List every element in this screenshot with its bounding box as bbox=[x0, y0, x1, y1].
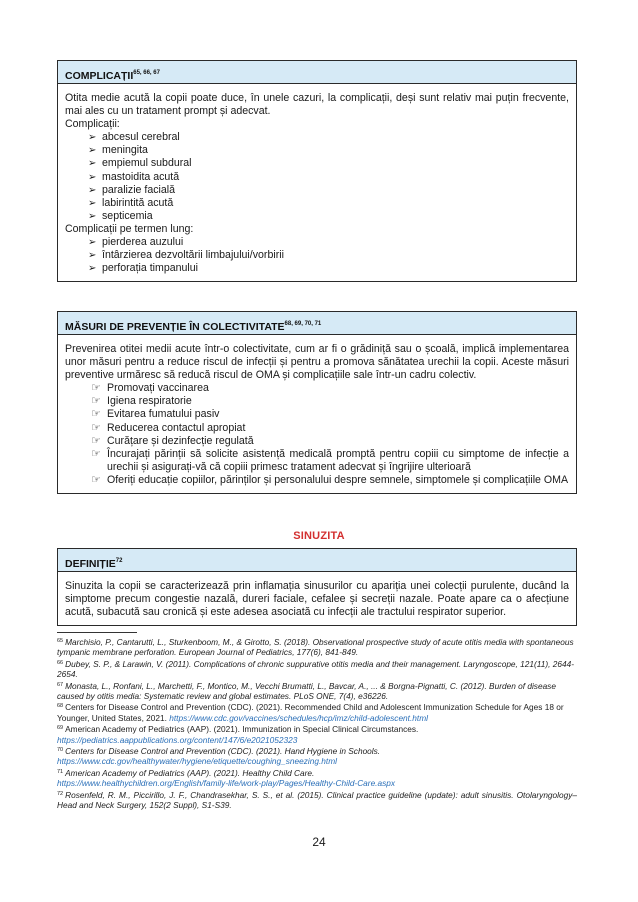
list-item: ☞ Reducerea contactul apropiat bbox=[91, 422, 569, 435]
list-item: ☞ Evitarea fumatului pasiv bbox=[91, 408, 569, 421]
list-item: ➢ întârzierea dezvoltării limbajului/vorbirii bbox=[88, 249, 569, 262]
footnote-text: Rosenfeld, R. M., Piccirillo, J. F., Chandrasekhar, S. S., et al. (2015). Clinical practice guideline (update): adult sinusitis. Otolaryngology–Head and Neck Surgery, 152(2 Suppl), S1-S39. bbox=[57, 789, 577, 811]
footnote-number: 67 bbox=[57, 681, 64, 688]
definition-title: DEFINIȚIE bbox=[65, 558, 116, 570]
footnote-text: American Academy of Pediatrics (AAP). (2021). Immunization in Special Clinical Circumstances. bbox=[65, 724, 419, 735]
footnote-text: Centers for Disease Control and Prevention (CDC). (2021). Hand Hygiene in Schools. bbox=[65, 746, 381, 757]
complications-refs: 65, 66, 67 bbox=[133, 70, 160, 76]
footnote-text: Monasta, L., Ronfani, L., Marchetti, F., Montico, M., Vecchi Brumatti, L., Bavcar, A., ... & Borgna-Pignatti, C. (2012). Burden of disease caused by otitis media: Systematic review and global estimates. PLoS ONE, 7(4), e36226. bbox=[57, 680, 556, 702]
prevention-refs: 68, 69, 70, 71 bbox=[284, 321, 322, 327]
complications-header bbox=[58, 61, 576, 84]
footnote-link[interactable]: https://www.healthychildren.org/English/family-life/work-play/Pages/Healthy-Child-Care.aspx bbox=[57, 778, 396, 789]
footnote-text: American Academy of Pediatrics (AAP). (2021). Healthy Child Care. bbox=[65, 767, 315, 778]
list-item: ➢ abcesul cerebral bbox=[88, 131, 569, 144]
list-item: ➢ pierderea auzului bbox=[88, 236, 569, 249]
footnote-67 bbox=[57, 680, 577, 702]
footnote-69 bbox=[57, 723, 577, 745]
list-item: ➢ paralizie facială bbox=[88, 184, 569, 197]
prevention-intro: Prevenirea otitei medii acute într-o colectivitate, cum ar fi o grădiniță sau o școală, implică implementarea unor măsuri pentru a reduce riscul de infecții și pentru a promova sănătatea urechii la copii. Aceste măsuri preventive urmăresc să reducă riscul de OMA și complicațiile sale într-un cadru colectiv. bbox=[65, 343, 569, 382]
footnote-text: Dubey, S. P., & Larawin, V. (2011). Complications of chronic suppurative otitis media and their management. Laryngoscope, 121(11), 2644-2654. bbox=[57, 658, 574, 680]
list-item: ☞ Igiena respiratorie bbox=[91, 395, 569, 408]
footnote-70 bbox=[57, 745, 577, 767]
footnote-number: 68 bbox=[57, 703, 64, 710]
footnote-number: 70 bbox=[57, 747, 64, 754]
page-number: 24 bbox=[312, 835, 326, 849]
long-term-label: Complicații pe termen lung: bbox=[65, 222, 194, 235]
complications-body bbox=[58, 84, 576, 281]
list-item: ➢ empiemul subdural bbox=[88, 157, 569, 170]
footnote-65 bbox=[57, 636, 577, 658]
footnotes bbox=[57, 636, 577, 811]
complications-title: COMPLICAȚII bbox=[65, 70, 134, 82]
prevention-list bbox=[65, 382, 569, 487]
definition-body bbox=[58, 572, 576, 625]
definition-header bbox=[58, 549, 576, 572]
footnote-number: 71 bbox=[57, 768, 64, 775]
footnote-link[interactable]: https://pediatrics.aappublications.org/content/147/6/e2021052323 bbox=[57, 734, 298, 745]
list-item: ➢ labirintită acută bbox=[88, 197, 569, 210]
section-title: SINUZITA bbox=[293, 530, 345, 542]
list-item: ☞ Încurajați părinții să solicite asistență medicală promptă pentru copiii cu simptome de infecție a urechii și asigurați-vă că copiii primesc tratament adecvat și îngrijire ulterioară bbox=[91, 448, 569, 474]
list-item: ➢ septicemia bbox=[88, 210, 569, 223]
complications-intro: Otita medie acută la copii poate duce, în unele cazuri, la complicații, deși sunt relativ mai puțin frecvente, mai ales cu un tratament prompt și adecvat. bbox=[65, 92, 569, 118]
footnote-number: 65 bbox=[57, 638, 64, 644]
list-item: ➢ perforația timpanului bbox=[88, 262, 569, 275]
list-item: ☞ Oferiți educație copiilor, părinților și personalului despre semnele, simptomele și complicațiile OMA bbox=[91, 474, 569, 487]
footnote-68 bbox=[57, 701, 577, 723]
long-term-list bbox=[65, 236, 569, 275]
footnote-link[interactable]: https://www.cdc.gov/healthywater/hygiene/etiquette/coughing_sneezing.html bbox=[57, 756, 337, 767]
footnote-number: 69 bbox=[57, 725, 64, 732]
footnote-66 bbox=[57, 658, 577, 680]
prevention-header bbox=[58, 312, 576, 335]
definition-refs: 72 bbox=[115, 558, 123, 564]
prevention-body bbox=[58, 335, 576, 493]
footnote-text: Centers for Disease Control and Prevention (CDC). (2021). Recommended Child and Adolescent Immunization Schedule for Ages 18 or Younger, United States, 2021. bbox=[57, 702, 564, 723]
complications-list bbox=[65, 131, 569, 223]
footnote-link[interactable]: https://www.cdc.gov/vaccines/schedules/hcp/imz/child-adolescent.html bbox=[169, 712, 428, 723]
footnote-text: Marchisio, P., Cantarutti, L., Sturkenboom, M., & Girotto, S. (2018). Observational prospective study of acute otitis media with spontaneous tympanic membrane perforation. European Journal of Pediatrics, 177(6), 841-849. bbox=[57, 637, 574, 658]
footnote-divider bbox=[57, 632, 137, 633]
complications-box bbox=[57, 60, 577, 282]
footnote-number: 66 bbox=[57, 659, 64, 666]
prevention-title: MĂSURI DE PREVENȚIE ÎN COLECTIVITATE bbox=[65, 321, 285, 333]
list-item: ➢ mastoidita acută bbox=[88, 171, 569, 184]
definition-box bbox=[57, 548, 577, 626]
prevention-box bbox=[57, 311, 577, 494]
definition-text: Sinuzita la copii se caracterizează prin inflamația sinusurilor cu apariția unei colecții purulente, ducând la simptome precum congestie nazală, dureri faciale, cefalee și secreții nazale. Poate apare ca o afecțiune acută, subacută sau cronică și este adesea asociată cu infecții ale tractului respirator superior. bbox=[65, 580, 569, 619]
list-item: ➢ meningita bbox=[88, 144, 569, 157]
footnote-71 bbox=[57, 767, 577, 789]
complications-label: Complicații: bbox=[65, 118, 120, 131]
footnote-72 bbox=[57, 789, 577, 811]
list-item: ☞ Curățare și dezinfecție regulată bbox=[91, 435, 569, 448]
list-item: ☞ Promovați vaccinarea bbox=[91, 382, 569, 395]
footnote-number: 72 bbox=[57, 790, 64, 797]
